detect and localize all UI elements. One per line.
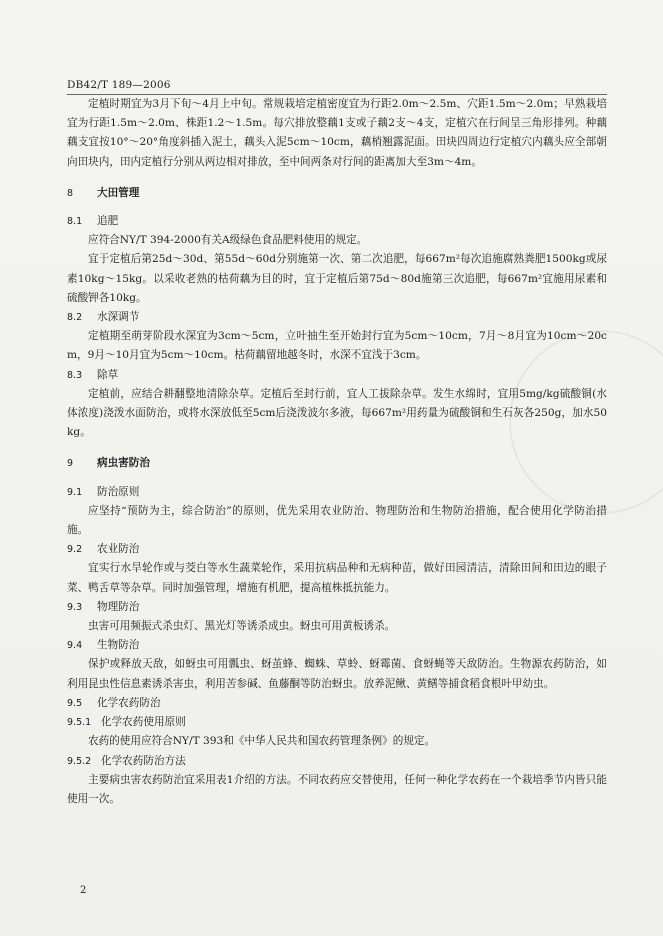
paragraph-water-depth: 定植期至萌芽阶段水深宜为3cm～5cm，立叶抽生至开始封行宜为5cm～10cm，7月～8月宜为10cm～20cm，9月～10月宜为5cm～10cm。枯荷藕留地越冬时，水深不宜浅于3cm。 bbox=[67, 330, 607, 362]
subsection-number: 9.3 bbox=[67, 601, 83, 613]
subsection-heading-8-1 bbox=[67, 212, 607, 231]
paragraph-pesticide-method: 主要病虫害农药防治宜采用表1介绍的方法。不同农药应交替使用，任何一种化学农药在一个栽培季节内皆只能使用一次。 bbox=[67, 773, 607, 805]
subsection-number: 9.2 bbox=[67, 544, 83, 556]
page-number: 2 bbox=[80, 885, 87, 896]
section-heading-9 bbox=[67, 454, 607, 473]
subsection-number: 9.1 bbox=[67, 486, 83, 498]
section-number: 8 bbox=[67, 187, 74, 199]
subsection-title: 追肥 bbox=[97, 215, 119, 228]
subsection-title: 物理防治 bbox=[97, 600, 140, 613]
subsection-heading-8-2 bbox=[67, 308, 607, 327]
subsection-title: 生物防治 bbox=[97, 639, 140, 652]
subsection-heading-9-5 bbox=[67, 694, 607, 713]
paragraph-weeding: 定植前，应结合耕翻整地清除杂草。定植后至封行前，宜人工拔除杂草。发生水绵时，宜用5mg/kg硫酸铜(水体浓度)浇泼水面防治，或将水深放低至5cm后浇泼波尔多液，每667m²用药量为硫酸铜和生石灰各250g，加水50kg。 bbox=[67, 387, 607, 439]
paragraph-biological-control: 保护或释放天敌，如蚜虫可用瓢虫、蚜茧蜂、蜘蛛、草蛉、蚜霉菌、食蚜蝇等天敌防治。生物源农药防治，如利用昆虫性信息素诱杀害虫，利用苦参碱、鱼藤酮等防治蚜虫。放养泥鳅、黄鳝等捕食稻食根叶甲幼虫。 bbox=[67, 658, 607, 690]
subsubsection-number: 9.5.1 bbox=[67, 717, 92, 729]
paragraph-topdressing: 宜于定植后第25d～30d、第55d～60d分别施第一次、第二次追肥，每667m²每次追施腐熟粪肥1500kg或尿素10kg～15kg。以采收老熟的枯荷藕为目的时，宜于定植后第75d～80d施第三次追肥，每667m²宜施用尿素和硫酸钾各10kg。 bbox=[67, 253, 607, 304]
subsection-heading-9-2 bbox=[67, 540, 607, 559]
subsection-heading-9-1 bbox=[67, 483, 607, 502]
subsection-title: 化学农药防治 bbox=[97, 696, 161, 709]
section-title: 大田管理 bbox=[97, 186, 140, 199]
section-title: 病虫害防治 bbox=[97, 457, 150, 470]
subsection-number: 9.4 bbox=[67, 640, 83, 652]
subsection-title: 防治原则 bbox=[97, 485, 140, 498]
subsection-heading-9-3 bbox=[67, 598, 607, 617]
subsection-title: 水深调节 bbox=[97, 311, 140, 324]
paragraph-physical-control: 虫害可用频振式杀虫灯、黑光灯等诱杀成虫。蚜虫可用黄板诱杀。 bbox=[88, 620, 396, 633]
standard-code-header: DB42/T 189—2006 bbox=[67, 79, 171, 91]
subsection-number: 8.1 bbox=[67, 216, 83, 228]
paragraph-agricultural-control: 宜实行水旱轮作或与茭白等水生蔬菜轮作，采用抗病品种和无病种苗，做好田园清洁，清除田间和田边的眼子菜、鸭舌草等杂草。同时加强管理，增施有机肥，提高植株抵抗能力。 bbox=[67, 562, 607, 594]
subsubsection-heading-9-5-2 bbox=[67, 752, 607, 771]
paragraph-fertilizer-standard: 应符合NY/T 394-2000有关A级绿色食品肥料使用的规定。 bbox=[88, 234, 368, 247]
subsubsection-number: 9.5.2 bbox=[67, 755, 92, 767]
subsection-title: 除草 bbox=[97, 368, 119, 381]
subsection-heading-8-3 bbox=[67, 366, 607, 385]
paragraph-control-principle: 应坚持“预防为主，综合防治”的原则，优先采用农业防治、物理防治和生物防治措施，配合使用化学防治措施。 bbox=[67, 504, 607, 537]
document-body bbox=[67, 95, 607, 809]
paragraph-planting-time: 定植时期宜为3月下旬～4月上中旬。常规栽培定植密度宜为行距2.0m～2.5m、穴距1.5m～2.0m；早熟栽培宜为行距1.5m～2.0m、株距1.2～1.5m。每穴排放整藕1支或子藕2支～4支，定植穴在行间呈三角形排列。种藕藕支宜按10°～20°角度斜插入泥土，藕头入泥5cm～10cm，藕梢翘露泥面。田块四周边行定植穴内藕头应全部朝向田块内，田内定植行分别从两边相对排放，至中间两条对行间的距离加大至3m～4m。 bbox=[67, 98, 607, 168]
subsection-heading-9-4 bbox=[67, 636, 607, 655]
section-heading-8 bbox=[67, 184, 607, 203]
section-number: 9 bbox=[67, 458, 74, 470]
paragraph-pesticide-principle: 农药的使用应符合NY/T 393和《中华人民共和国农药管理条例》的规定。 bbox=[88, 735, 436, 748]
subsection-number: 8.2 bbox=[67, 312, 83, 324]
subsection-number: 8.3 bbox=[67, 369, 83, 381]
subsection-title: 农业防治 bbox=[97, 543, 140, 556]
subsubsection-title: 化学农药防治方法 bbox=[101, 754, 186, 767]
subsection-number: 9.5 bbox=[67, 697, 83, 709]
subsubsection-heading-9-5-1 bbox=[67, 713, 607, 732]
subsubsection-title: 化学农药使用原则 bbox=[101, 716, 186, 729]
